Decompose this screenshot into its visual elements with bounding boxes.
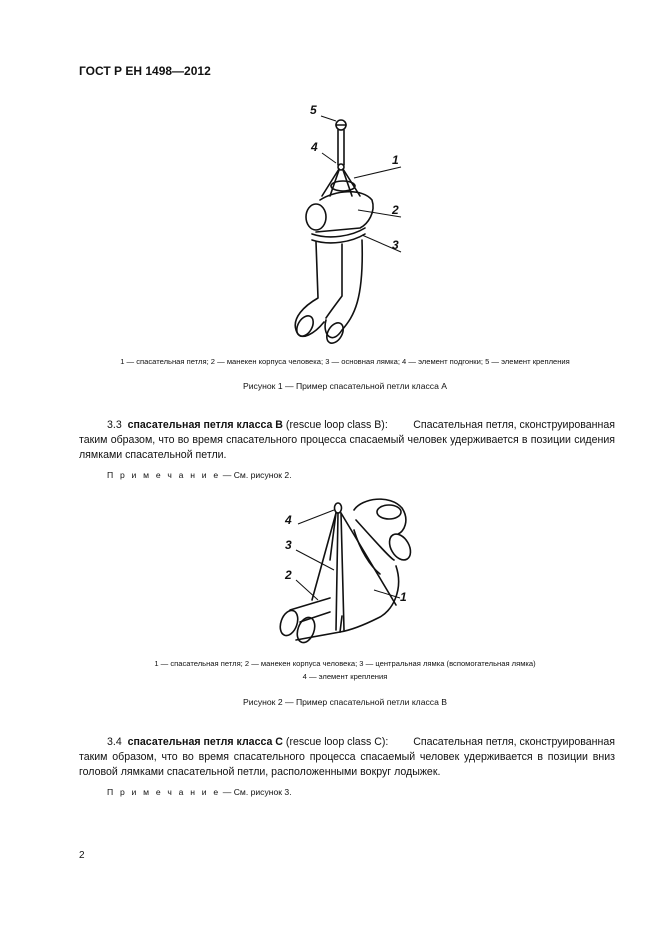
figure-1-drawing xyxy=(260,100,420,350)
figure-1-callout-2: 2 xyxy=(392,203,399,217)
section-3-4-definition-rest: таким образом, что во время спасательного процесса спасаемый человек удерживается в позиции вниз головой лямками спасательной петли, расположенными вокруг лодыжек. xyxy=(79,751,615,778)
figure-2-callout-4: 4 xyxy=(285,513,292,527)
section-3-3-definition-line1: Спасательная петля, сконструированная xyxy=(413,419,615,431)
figure-2-caption: Рисунок 2 — Пример спасательной петли класса В xyxy=(243,697,447,707)
section-3-3-number: 3.3 xyxy=(107,419,122,431)
figure-1-callout-3: 3 xyxy=(392,238,399,252)
figure-2-callout-1: 1 xyxy=(400,590,407,604)
figure-1-callout-4: 4 xyxy=(311,140,318,154)
figure-2-callout-2: 2 xyxy=(285,568,292,582)
section-3-3-definition-rest: таким образом, что во время спасательного процесса спасаемый человек удерживается в позиции сидения лямками спасательной петли. xyxy=(79,434,615,461)
section-3-4-term: спасательная петля класса С xyxy=(127,736,283,748)
section-3-3-note-label: П р и м е ч а н и е xyxy=(107,470,221,480)
section-3-4-number: 3.4 xyxy=(107,736,122,748)
section-3-4-term-en: (rescue loop class C): xyxy=(285,736,389,748)
figure-1-callout-5: 5 xyxy=(310,103,317,117)
section-3-3-note xyxy=(107,470,292,480)
section-3-3-term-en: (rescue loop class B): xyxy=(285,419,388,431)
section-3-4-note-label: П р и м е ч а н и е xyxy=(107,787,221,797)
figure-1-legend: 1 — спасательная петля; 2 — манекен корпуса человека; 3 — основная лямка; 4 — элемент подгонки; 5 — элемент крепления xyxy=(120,357,570,366)
figure-1-callout-1: 1 xyxy=(392,153,399,167)
figure-1-caption: Рисунок 1 — Пример спасательной петли класса А xyxy=(243,381,447,391)
figure-2-drawing xyxy=(270,494,430,650)
figure-2-legend-line-2: 4 — элемент крепления xyxy=(302,672,388,681)
section-3-4-note xyxy=(107,787,292,797)
section-3-4-definition xyxy=(79,735,615,780)
section-3-3-definition xyxy=(79,418,615,463)
figure-2-legend-line-1: 1 — спасательная петля; 2 — манекен корпуса человека; 3 — центральная лямка (вспомогательная лямка) xyxy=(154,659,536,668)
page-number: 2 xyxy=(79,850,85,861)
section-3-3-term: спасательная петля класса В xyxy=(127,419,283,431)
section-3-3-note-text: — См. рисунок 2. xyxy=(222,470,292,480)
section-3-4-definition-line1: Спасательная петля, сконструированная xyxy=(413,736,615,748)
section-3-4-note-text: — См. рисунок 3. xyxy=(222,787,292,797)
figure-2-callout-3: 3 xyxy=(285,538,292,552)
document-header: ГОСТ Р ЕН 1498—2012 xyxy=(79,64,211,78)
